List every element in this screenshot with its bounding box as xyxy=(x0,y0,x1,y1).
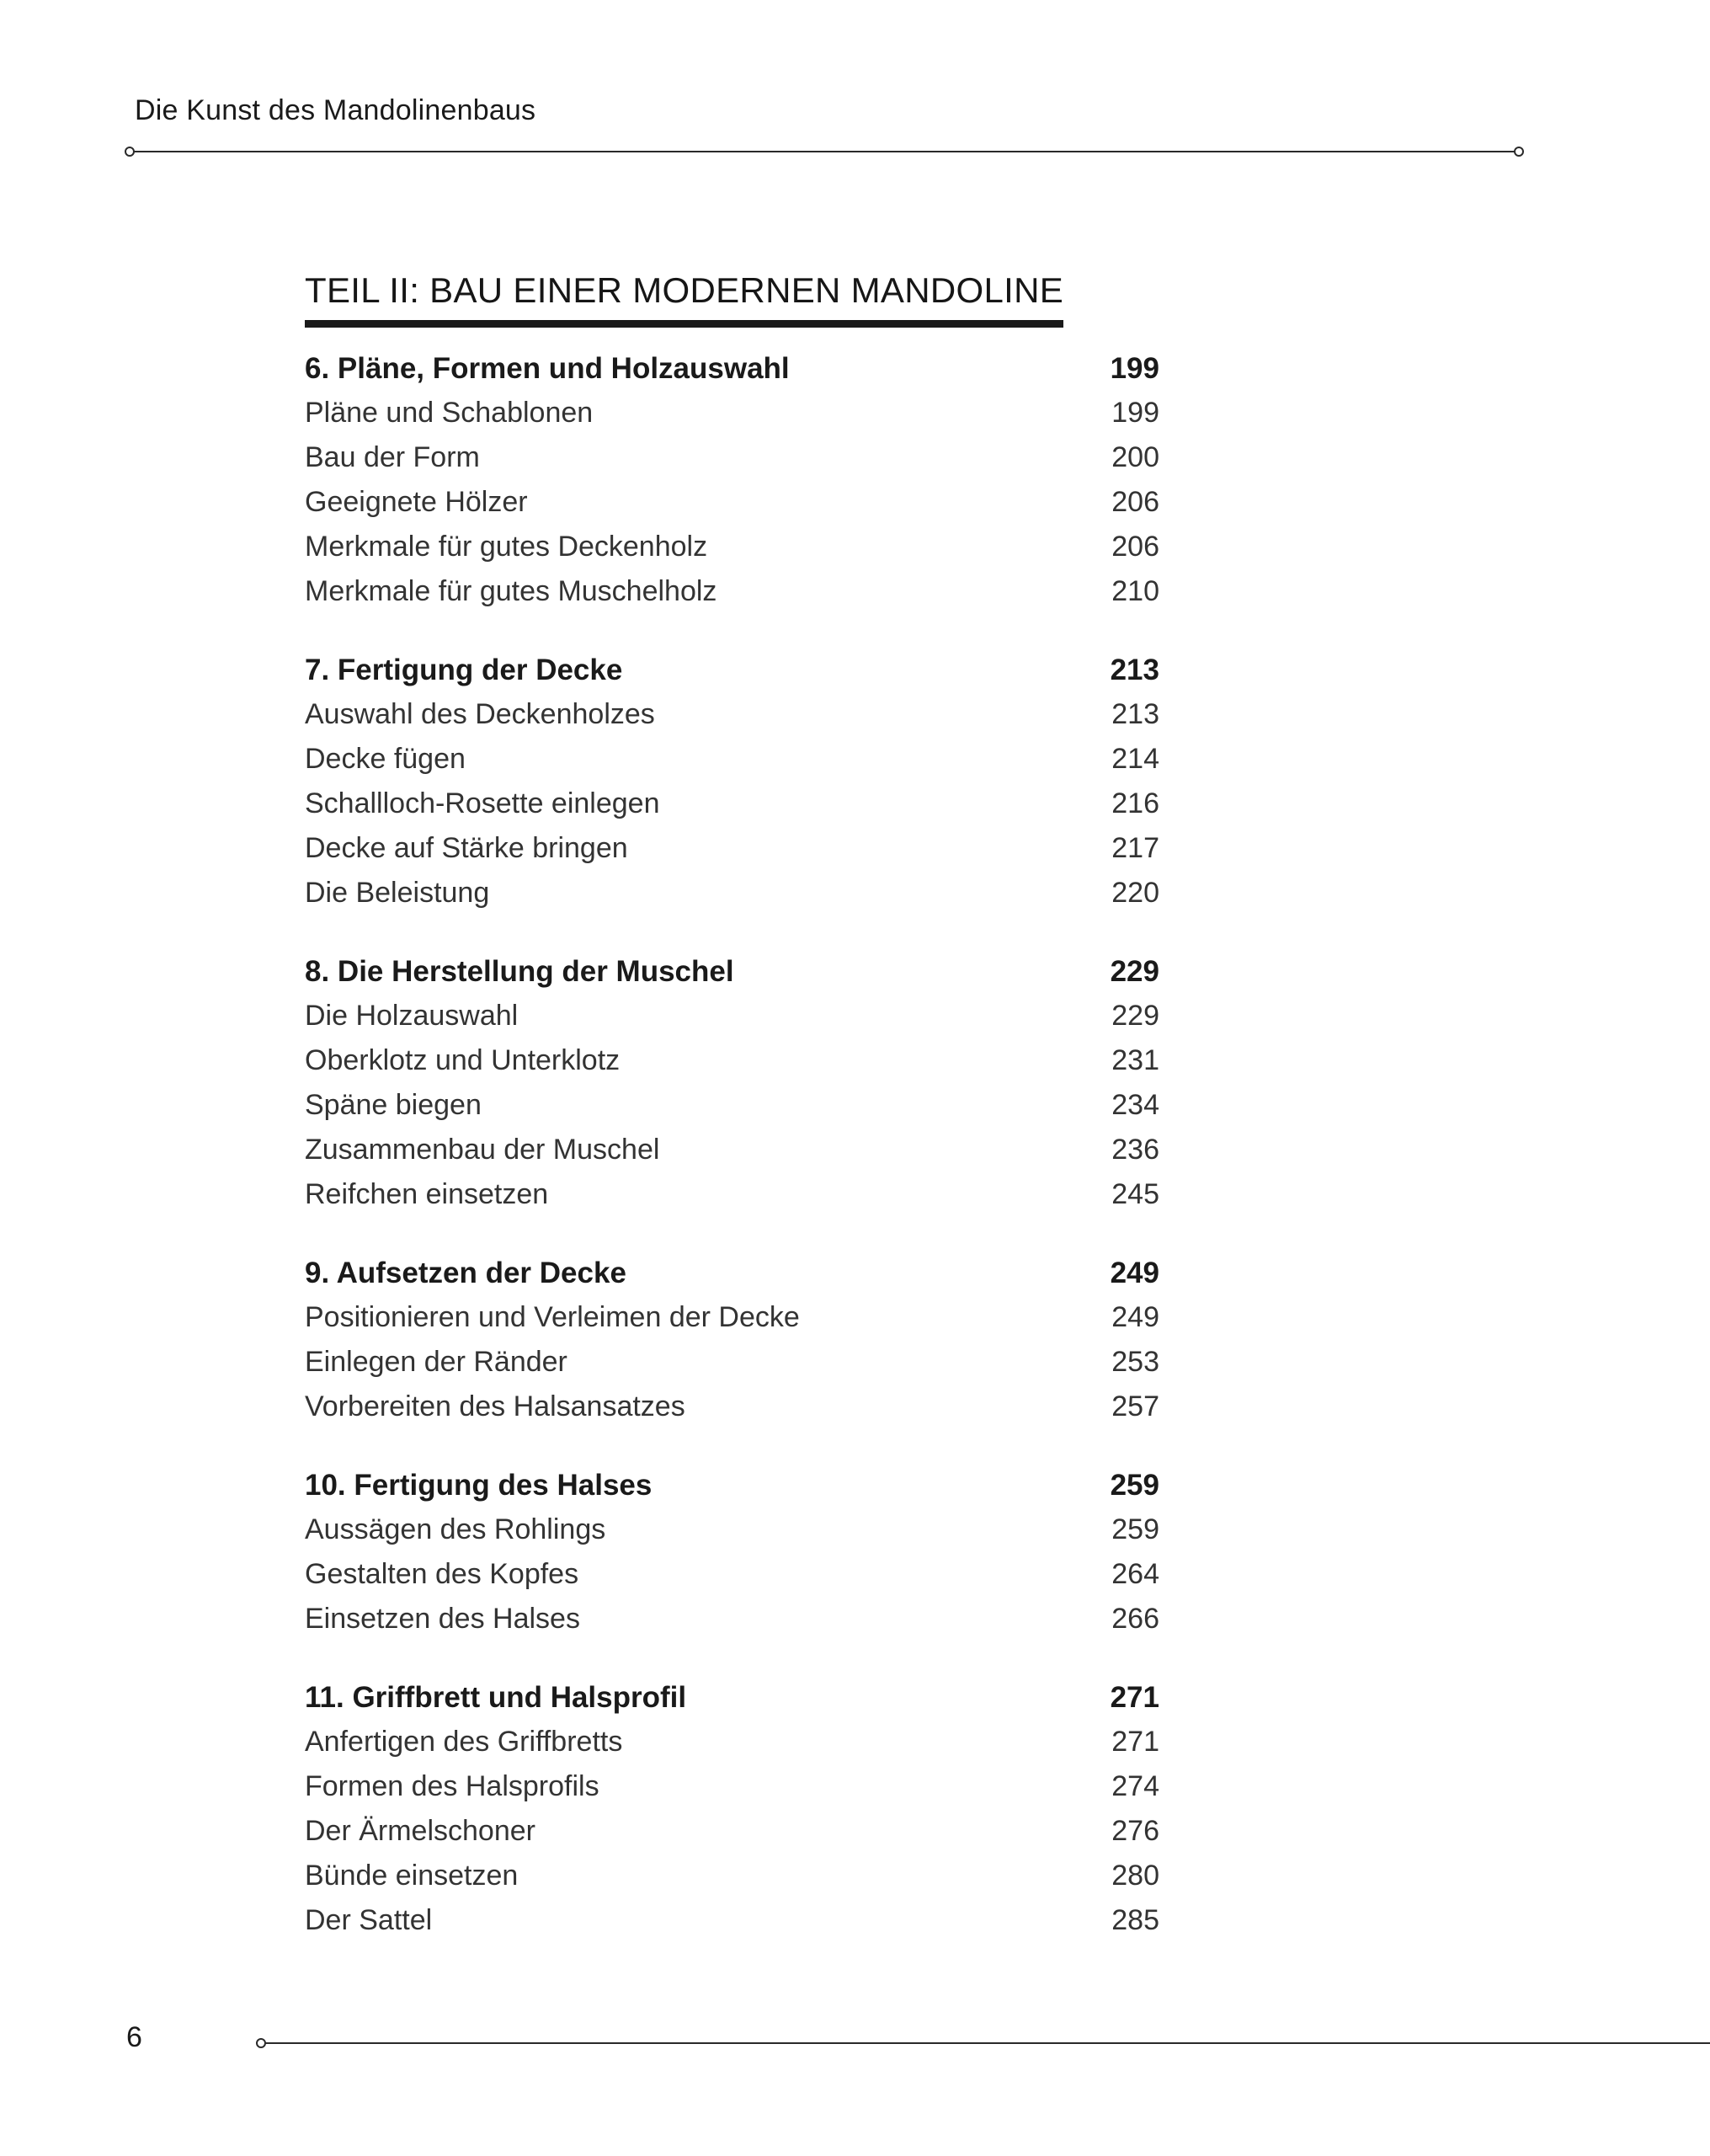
toc-chapter-page: 271 xyxy=(1110,1681,1159,1715)
toc-chapter-title: 11. Griffbrett und Halsprofil xyxy=(305,1681,687,1715)
toc-entry-page: 210 xyxy=(1111,575,1159,608)
toc-entry xyxy=(305,1172,1159,1217)
toc-entry-page: 274 xyxy=(1111,1770,1159,1803)
toc-entry-title: Bünde einsetzen xyxy=(305,1860,519,1892)
toc-chapter-heading xyxy=(305,346,1159,391)
toc-entry-page: 216 xyxy=(1111,787,1159,820)
toc-entry xyxy=(305,782,1159,826)
toc-entry-page: 266 xyxy=(1111,1603,1159,1636)
toc-chapter-page: 229 xyxy=(1110,955,1159,989)
toc-chapter-page: 249 xyxy=(1110,1257,1159,1290)
toc-entry-page: 253 xyxy=(1111,1346,1159,1379)
toc-entry-title: Der Ärmelschoner xyxy=(305,1815,535,1848)
header-rule-left-dot xyxy=(125,147,135,157)
toc-entry-page: 285 xyxy=(1111,1904,1159,1937)
toc-chapter-title: 9. Aufsetzen der Decke xyxy=(305,1257,626,1290)
toc-entry-title: Aussägen des Rohlings xyxy=(305,1513,606,1546)
table-of-contents xyxy=(305,270,1159,1943)
toc-entry-page: 234 xyxy=(1111,1089,1159,1122)
toc-entry-title: Pläne und Schablonen xyxy=(305,397,594,430)
toc-chapter-page: 259 xyxy=(1110,1469,1159,1502)
toc-entry xyxy=(305,994,1159,1038)
toc-entry-title: Vorbereiten des Halsansatzes xyxy=(305,1390,685,1423)
footer-rule xyxy=(263,2042,1710,2044)
toc-entry xyxy=(305,692,1159,737)
toc-chapter-title: 10. Fertigung des Halses xyxy=(305,1469,653,1502)
toc-entry-page: 229 xyxy=(1111,1000,1159,1033)
footer-rule-left-dot xyxy=(256,2038,266,2048)
toc-entry xyxy=(305,1597,1159,1641)
part-title: TEIL II: BAU EINER MODERNEN MANDOLINE xyxy=(305,270,1063,328)
toc-entry-title: Bau der Form xyxy=(305,441,480,474)
toc-entry-title: Positionieren und Verleimen der Decke xyxy=(305,1301,800,1334)
toc-entry-title: Reifchen einsetzen xyxy=(305,1178,549,1211)
toc-chapter-heading xyxy=(305,648,1159,692)
toc-chapter-page: 213 xyxy=(1110,654,1159,687)
toc-entry xyxy=(305,1764,1159,1809)
toc-entry-title: Zusammenbau der Muschel xyxy=(305,1134,660,1166)
toc-entry xyxy=(305,826,1159,871)
toc-entry xyxy=(305,871,1159,915)
toc-entry-title: Merkmale für gutes Deckenholz xyxy=(305,531,708,563)
toc-entry-page: 206 xyxy=(1111,486,1159,519)
toc-chapter-page: 199 xyxy=(1110,352,1159,386)
toc-entry-title: Die Holzauswahl xyxy=(305,1000,519,1033)
toc-entry-page: 236 xyxy=(1111,1134,1159,1166)
toc-entry xyxy=(305,1128,1159,1172)
toc-chapter xyxy=(305,1463,1159,1641)
toc-chapter xyxy=(305,1251,1159,1429)
toc-entry xyxy=(305,480,1159,525)
toc-chapter-title: 7. Fertigung der Decke xyxy=(305,654,623,687)
toc-entry xyxy=(305,1809,1159,1854)
toc-entry xyxy=(305,1552,1159,1597)
toc-entry-title: Gestalten des Kopfes xyxy=(305,1558,579,1591)
toc-entry-page: 257 xyxy=(1111,1390,1159,1423)
toc-chapter-title: 8. Die Herstellung der Muschel xyxy=(305,955,734,989)
toc-entry-page: 249 xyxy=(1111,1301,1159,1334)
toc-chapter xyxy=(305,648,1159,915)
toc-entry-page: 214 xyxy=(1111,743,1159,776)
toc-entry-title: Formen des Halsprofils xyxy=(305,1770,599,1803)
toc-entry-page: 199 xyxy=(1111,397,1159,430)
toc-entry-title: Anfertigen des Griffbretts xyxy=(305,1726,623,1758)
toc-entry xyxy=(305,737,1159,782)
header-rule-right-dot xyxy=(1514,147,1524,157)
toc-entry-title: Die Beleistung xyxy=(305,877,490,910)
toc-chapter xyxy=(305,949,1159,1217)
toc-entry xyxy=(305,1340,1159,1385)
toc-entry-title: Merkmale für gutes Muschelholz xyxy=(305,575,717,608)
toc-entry xyxy=(305,1038,1159,1083)
toc-entry-title: Oberklotz und Unterklotz xyxy=(305,1044,621,1077)
toc-entry-title: Decke fügen xyxy=(305,743,466,776)
toc-entry-page: 231 xyxy=(1111,1044,1159,1077)
toc-entry-page: 206 xyxy=(1111,531,1159,563)
toc-entry-page: 213 xyxy=(1111,698,1159,731)
toc-entry-page: 271 xyxy=(1111,1726,1159,1758)
toc-entry xyxy=(305,1854,1159,1898)
toc-entry xyxy=(305,1295,1159,1340)
toc-entry xyxy=(305,569,1159,614)
toc-entry xyxy=(305,391,1159,435)
running-head: Die Kunst des Mandolinenbaus xyxy=(135,94,536,126)
toc-entry xyxy=(305,1508,1159,1552)
chapter-list xyxy=(305,346,1159,1943)
toc-entry-title: Einlegen der Ränder xyxy=(305,1346,567,1379)
toc-entry-title: Einsetzen des Halses xyxy=(305,1603,580,1636)
header-rule xyxy=(131,151,1517,152)
toc-entry-title: Auswahl des Deckenholzes xyxy=(305,698,655,731)
toc-entry xyxy=(305,1083,1159,1128)
toc-entry-page: 200 xyxy=(1111,441,1159,474)
toc-entry-page: 280 xyxy=(1111,1860,1159,1892)
toc-entry xyxy=(305,435,1159,480)
toc-entry-title: Decke auf Stärke bringen xyxy=(305,832,628,865)
toc-entry-page: 245 xyxy=(1111,1178,1159,1211)
toc-chapter xyxy=(305,346,1159,614)
toc-entry xyxy=(305,1385,1159,1429)
toc-entry-title: Der Sattel xyxy=(305,1904,433,1937)
toc-entry xyxy=(305,1898,1159,1943)
toc-chapter-heading xyxy=(305,1463,1159,1508)
page-number: 6 xyxy=(126,2021,142,2053)
toc-entry-page: 217 xyxy=(1111,832,1159,865)
toc-entry xyxy=(305,1720,1159,1764)
toc-entry-page: 264 xyxy=(1111,1558,1159,1591)
toc-entry xyxy=(305,525,1159,569)
toc-entry-title: Schallloch-Rosette einlegen xyxy=(305,787,660,820)
toc-entry-title: Späne biegen xyxy=(305,1089,482,1122)
toc-chapter-heading xyxy=(305,949,1159,994)
toc-chapter-heading xyxy=(305,1251,1159,1295)
toc-entry-page: 220 xyxy=(1111,877,1159,910)
toc-entry-page: 276 xyxy=(1111,1815,1159,1848)
toc-chapter xyxy=(305,1675,1159,1943)
toc-entry-page: 259 xyxy=(1111,1513,1159,1546)
toc-chapter-heading xyxy=(305,1675,1159,1720)
toc-entry-title: Geeignete Hölzer xyxy=(305,486,528,519)
toc-chapter-title: 6. Pläne, Formen und Holzauswahl xyxy=(305,352,790,386)
